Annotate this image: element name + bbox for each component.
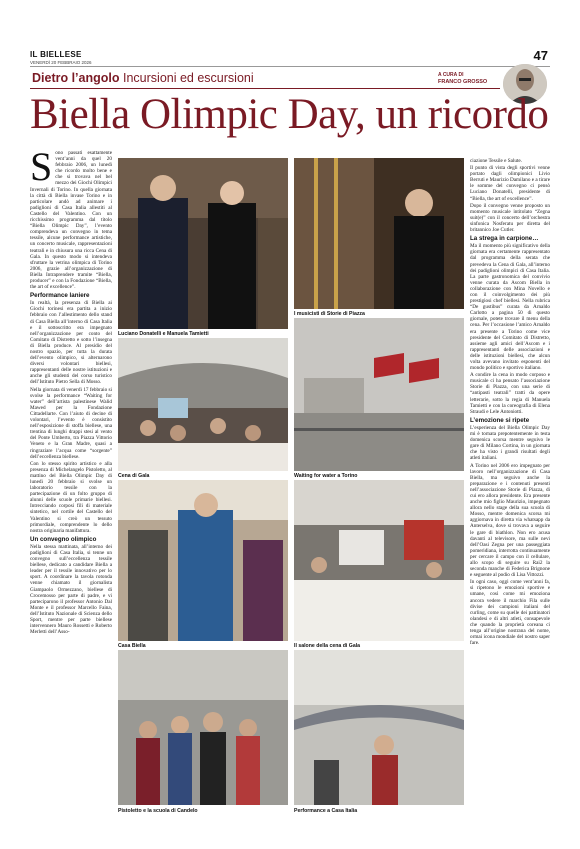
- photo-salone-cena: [294, 480, 464, 641]
- intro-paragraph: Sono passati esattamente vent’anni da quel 20 febbraio 2006, un lunedì che ricordo molto bene e che si trovava nel bel mezzo dei Giochi Olimpici Invernali di Torino. In quella giornata la città di Biella invase Torino e in particolare andò ad animare i padiglioni di Casa Italia allestiti al Castello del Valentino. Con un ricchissimo programma dal titolo “Biella Olimpic Day”, l’evento comprendeva un convegno in tema tessile, alcune performance artistiche, un concerto musicale, rappresentazioni teatrali e in chiusura una ricca Cena di Gala. In questo modo si intendeva sfruttare la vetrina olimpica di Torino 2006, grazie all’organizzazione di Biella Intraprendere tramite “Biella, producer” e con la Fondazione “Biella, the art of excellence”.: [30, 144, 112, 291]
- section-rule: [30, 88, 500, 89]
- photo-casa-biella: [118, 480, 288, 641]
- photo-caption: Waiting for water a Torino: [294, 473, 358, 479]
- paragraph: Con lo stesso spirito artistico e alla presenza di Michelangelo Pistoletto, al mattino del Biella Olimpic Day di lunedì 20 febbraio si svolse un laboratorio tessile con la partecipazione di un folto gruppo di alunni delle scuole primarie biellesi. Intrecciando corposi fili di materiale sintetico, nel cortile del Castello del Valentino si creò un tessuto primordiale, comprendente lo dello nostra originaria manifattura.: [30, 460, 112, 534]
- paragraph: Il punto di vista degli sportivi venne portato dagli olimpionici Livio Berruti e Maurizio Damilano e a tirare le somme del convegno ci pensò Luciano Donatelli, presidente di “Biella, the art of excellence”.: [470, 165, 550, 202]
- subheading: Un convegno olimpico: [30, 535, 97, 543]
- top-rule: [30, 66, 550, 67]
- paragraph: Dopo il convegno venne proposto un momento musicale intitolato “Zegna suit(e)” con il concerto dell’orchestra sinfonica Nosferatu per diretta del britannico Joe Cutler.: [470, 202, 550, 234]
- subheading: La strega in carpione…: [470, 235, 539, 243]
- section-subtitle: Incursioni ed escursioni: [123, 71, 254, 85]
- masthead: IL BIELLESE: [30, 50, 82, 59]
- paragraph: Nella stessa mattinata, all’interno dei padiglioni di Casa Italia, si tenne un convegno sull’eccellenza tessile biellese, dedicato a candidare Biella a leader per il tessile innovativo per lo sport. A coordinare la tavola rotonda venne chiamato il giornalista Giampaolo Ormezzano, biellese di Crocemosso per parte di padre, e vi parteciparono il professor Antonio Dal Monte e il professor Marcello Faina, dell’Istituto Nazionale di Scienza dello Sport, mentre per parte biellese intervennero Mauro Rossetti e Roberto Merletti dell’Asso-: [30, 543, 112, 636]
- paragraph: Nella giornata di venerdì 17 febbraio si svolse la performance “Waiting for water” dell’artista palestinese Walid Mawed per la Fondazione Cittadellarte. Con l’aiuto di decine di volontari, l’evento è consistito nell’esposizione di stoffa biellese, una trentina di lunghi drappi stesi al vento del Ponte Umberto, tra Piazza Vittorio Veneto e la Gran Madre, quasi a ringraziare l’acqua come “sorgente” dell’eccellenza biellese.: [30, 386, 112, 460]
- paragraph: A condire la cena in modo corposo e musicale ci ha pensato l’associazione Storie di Piazza, con una serie di “antipasti teatrali” tratti da opere letterarie, sotto la regia di Manuela Tamietti e con la coreografia di Elena Straudi e Lele Antoniotti.: [470, 372, 550, 415]
- paragraph: In realtà, la presenza di Biella ai Giochi torinesi era partita a inizio febbraio con l’allestimento dello stand di Casa Biella all’interno di Casa Italia e il sottoscritto era impegnato nell’organizzazione per conto del Comitato di Distretto e sotto l’insegna di Biella produce. Al presidio del nostro spazio, per tutta la durata dell’evento olimpico, si alternarono diversi volontari biellesi, rappresentanti delle nostre istituzioni e anche gli studenti del corso turistico dell’Istituto Pietro Sella di Mosso.: [30, 300, 112, 386]
- photo-musicisti: [294, 158, 464, 309]
- photo-pistoletto-scuola: [118, 650, 288, 805]
- curator-name: FRANCO GROSSO: [438, 79, 488, 85]
- article-column-1: [30, 144, 112, 840]
- headline: Biella Olimpic Day, un ricordo: [30, 91, 549, 138]
- article-column-4: [470, 158, 550, 840]
- photo-cena-di-gala: [118, 338, 288, 471]
- subheading: L’emozione si ripete: [470, 416, 530, 424]
- drop-cap: S: [30, 144, 53, 189]
- paragraph: In ogni caso, oggi come vent’anni fa, si ripetono le emozioni sportive e umane, così come mi emoziona ancora vedere il marchio Fila sulle divise dei campioni italiani del curling, come su quelle dei pattinatori olandesi e di altri atleti, consapevole che quando la proprietà coreana ci tenga all’origine nostrana del nome, ormai icona mondiale del nostro saper fare.: [470, 579, 550, 647]
- photo-donatelli-tamietti: [118, 158, 288, 329]
- photo-caption: Pistoletto e la scuola di Candelo: [118, 808, 198, 814]
- photo-waiting-for-water: [294, 318, 464, 471]
- photo-caption: Il salone della cena di Gala: [294, 643, 361, 649]
- photo-performance-casa-italia: [294, 650, 464, 805]
- photo-caption: Performance a Casa Italia: [294, 808, 358, 814]
- subheading: Performance laniere: [30, 292, 90, 300]
- paragraph: A Torino nel 2006 ero impegnato per lavoro nell’organizzazione di Casa Biella, ma seguivo anche la preparazione e i contenuti presenti nell’associazione Storie di Piazza, di cui ero allora presidente. Era presente anche mio figlio Maurizio, impegnato allora nello stage della sua scuola di Mosso, mentre domenica scorsa mi aggiornava in diretta via whatsapp da Anterselva, dove si trovava a seguire le gare di biathlon. Non ero acusa davanti al televisore, ma sulle nevi dell’Oasi Zegna per una passeggiata pomeridiana, interrotta continuamente per cercare il campo con il cellulare, allo scopo di seguire su Rai2 la seconda manche di Federica Brignone e seguente al podio di Lisa Vittozzi.: [470, 462, 550, 579]
- issue-date: VENERDÌ 20 FEBBRAIO 2026: [30, 60, 92, 65]
- curator-label: A CURA DI: [438, 72, 464, 78]
- paragraph: ciazione Tessile e Salute.: [470, 158, 522, 164]
- page-number: 47: [533, 48, 548, 63]
- section-title: Dietro l’angolo: [32, 71, 120, 85]
- photo-caption: Cena di Gala: [118, 473, 150, 479]
- photo-caption: Luciano Donatelli e Manuela Tamietti: [118, 331, 209, 337]
- photo-caption: Casa Biella: [118, 643, 146, 649]
- photo-caption: I musicisti di Storie di Piazza: [294, 311, 365, 317]
- paragraph: L’esperienza del Biella Olimpic Day mi è tornata prepotentemente in testa domenica scorsa mentre seguivo le gare di Milano Cortina, in un giornata che ha visto i grandi risultati degli atleti italiani.: [470, 424, 550, 462]
- paragraph: Ma il momento più significativo della giornata era certamente rappresentato dal programma della serata che prevedeva la Cena di Gala, all’interno dei padiglioni olimpici di Casa Italia. La parte gastronomica del convivio venne curata da Ascom Biella in collaborazione con Mina Novello e con il coinvolgimento dei più prestigiosi chef biellesi. Nella rubrica “De gustibus” curata da Arnaldo Carlotto a pagina 50 di questo giornale, potete trovare il menu della cena. Per l’occasione l’amico Arnaldo era presente a Torino come vice presidente del Comitato di Distretto, assieme agli amici dell’Ascom e i rappresentanti delle associazioni e delle istituzioni biellesi, che alcun volta avevano invitato esponenti del mondo politico e sportivo italiano.: [470, 243, 550, 372]
